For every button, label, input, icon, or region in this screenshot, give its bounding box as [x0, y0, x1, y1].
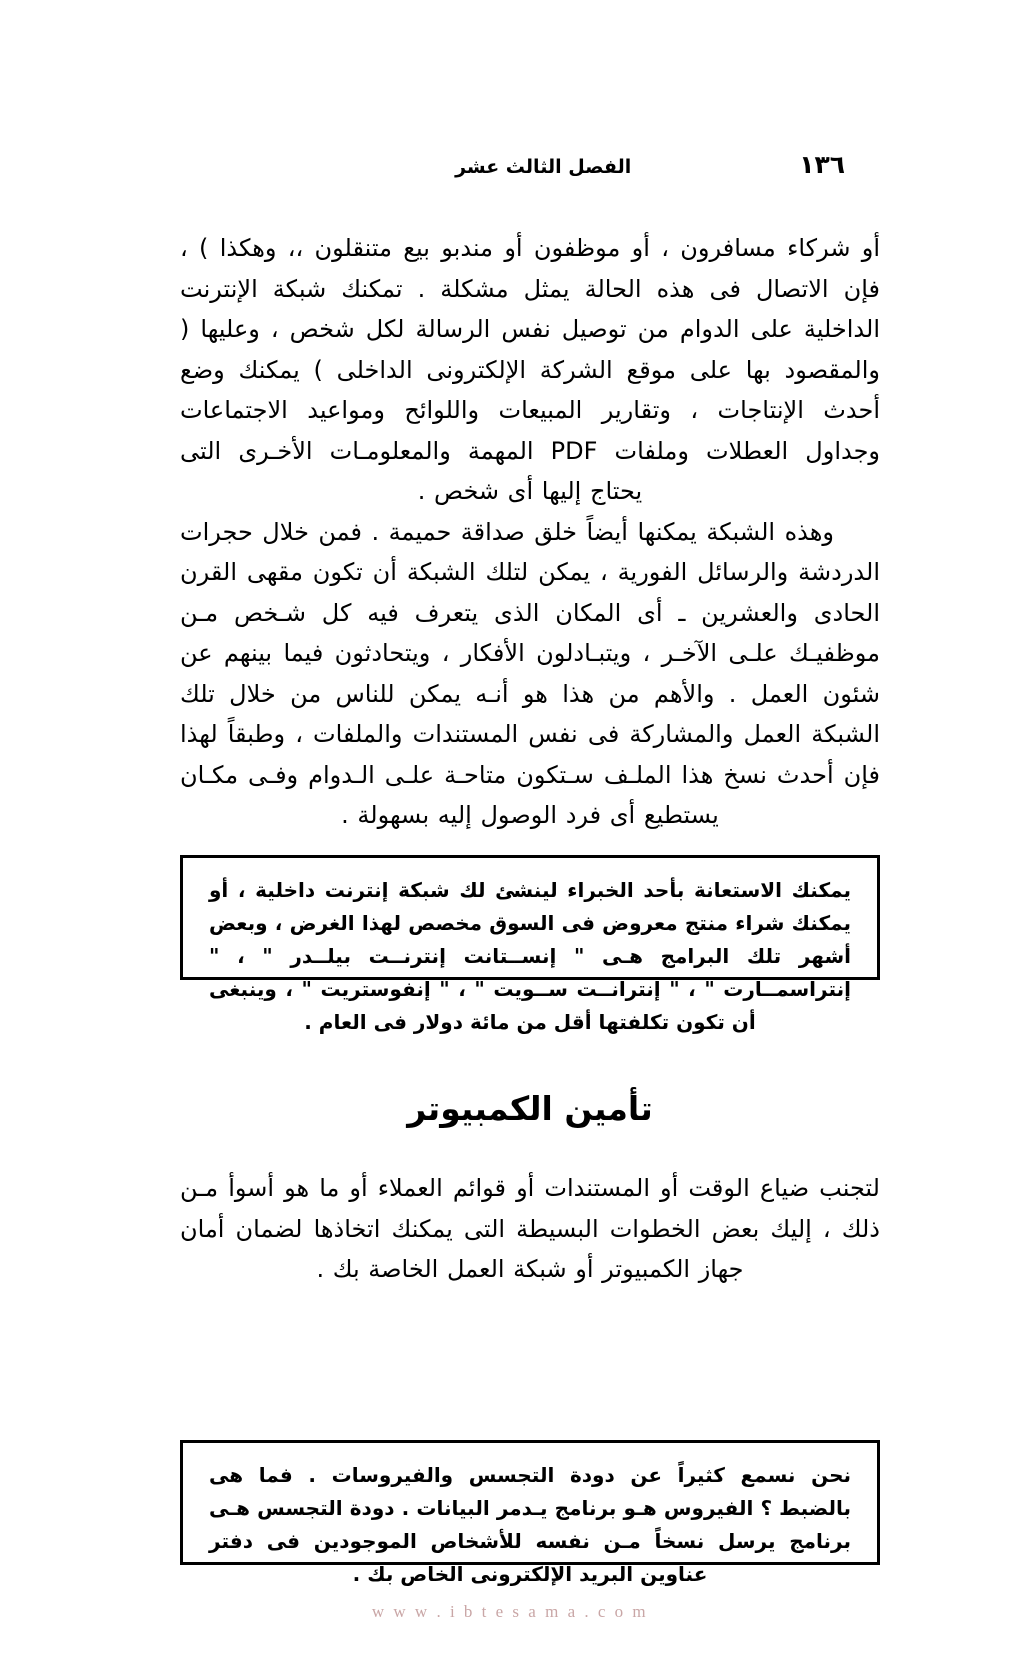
page-number: ١٣٦: [799, 150, 845, 179]
footer-watermark: w w w . i b t e s a m a . c o m: [371, 1602, 649, 1621]
section-heading-securing-computer: تأمين الكمبيوتر: [407, 1089, 653, 1128]
chapter-title: الفصل الثالث عشر: [455, 156, 632, 178]
running-header: [175, 152, 845, 186]
body-column-upper: [180, 228, 880, 836]
callout-box-intranet: [180, 855, 880, 1034]
paragraph-2: وهذه الشبكة يمكنها أيضاً خلق صداقة حميمة . فمن خلال حجرات الدردشة والرسائل الفورية ، يمكن لتلك الشبكة أن تكون مقهى القرن الحادى والعشرين ـ أى المكان الذى يتعرف فيه كل شـخص مـن موظفيـك علـى الآخـر ، ويتبـادلون الأفكار ، ويتحادثون فيما بينهم عن شئون العمل . والأهم من هذا هو أنـه يمكن للناس من خلال تلك الشبكة العمل والمشاركة فى نفس المستندات والملفات ، وطبقاً لهذا فإن أحدث نسخ هذا الملـف سـتكون متاحـة علـى الـدوام وفـى مكـان يستطيع أى فرد الوصول إليه بسهولة .: [180, 517, 880, 829]
callout-2-text: نحن نسمع كثيراً عن دودة التجسس والفيروسات . فما هى بالضبط ؟ الفيروس هـو برنامج يـدمر البيانات . دودة التجسس هـى برنامج يرسل نسخاً مـن نفسه للأشخاص الموجودين فى دفتر عناوين البريد الإلكترونى الخاص بك .: [209, 1463, 851, 1586]
paragraph-1: أو شركاء مسافرون ، أو موظفون أو مندبو بيع متنقلون ،، وهكذا ) ، فإن الاتصال فى هذه الحالة يمثل مشكلة . تمكنك شبكة الإنترنت الداخلية على الدوام من توصيل نفس الرسالة لكل شخص ، وعليها ( والمقصود بها على موقع الشركة الإلكترونى الداخلى ) يمكنك وضع أحدث الإنتاجات ، وتقارير المبيعات واللوائح ومواعيد الاجتماعات وجداول العطلات وملفات PDF المهمة والمعلومـات الأخـرى التى يحتاج إليها أى شخص .: [180, 234, 881, 505]
body-column-lower: [180, 1168, 880, 1290]
callout-1-text: يمكنك الاستعانة بأحد الخبراء لينشئ لك شبكة إنترنت داخلية ، أو يمكنك شراء منتج معروض فى السوق مخصص لهذا الغرض ، وبعض أشهر تلك البرامج هـى " إنســتانت إنترنــت بيلــدر " ، " إنتراسمــارت " ، " إنترانــت ســويت " ، " إنفوستريت " ، وينبغى أن تكون تكلفتها أقل من مائة دولار فى العام .: [209, 878, 851, 1034]
paragraph-3: لتجنب ضياع الوقت أو المستندات أو قوائم العملاء أو ما هو أسوأ مـن ذلك ، إليك بعض الخطوات البسيطة التى يمكنك اتخاذها لضمان أمان جهاز الكمبيوتر أو شبكة العمل الخاصة بك .: [180, 1174, 880, 1283]
callout-box-virus-definition: [180, 1440, 880, 1586]
